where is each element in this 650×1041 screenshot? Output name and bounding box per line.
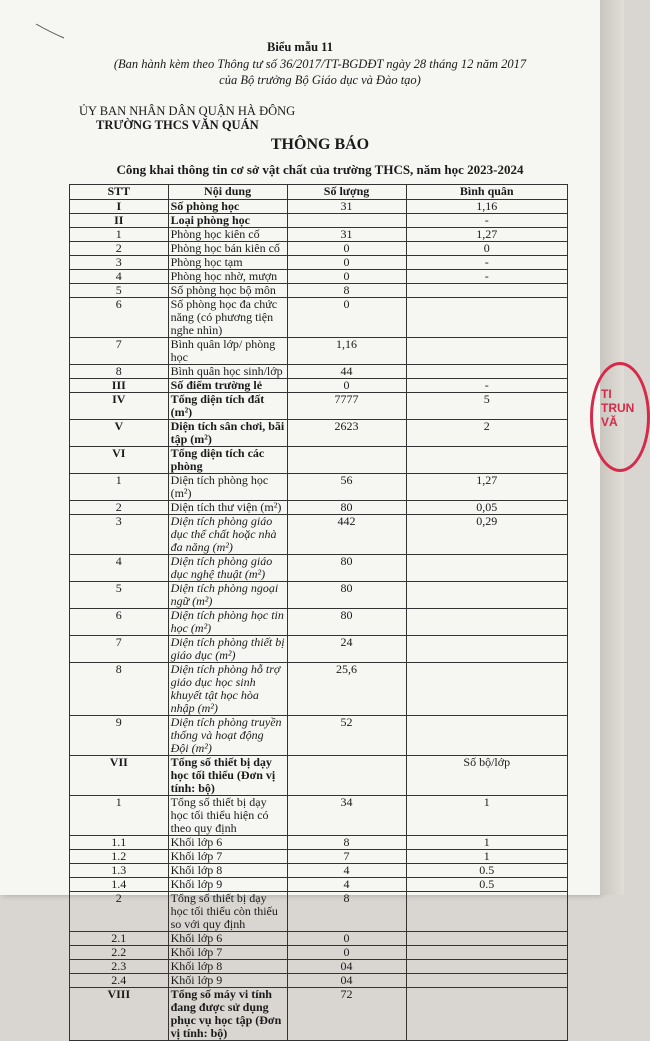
table-row bbox=[70, 836, 568, 850]
row-quantity: 80 bbox=[287, 609, 406, 636]
row-content: Phòng học bán kiên cố bbox=[168, 242, 287, 256]
table-row bbox=[70, 474, 568, 501]
row-quantity: 8 bbox=[287, 284, 406, 298]
row-content: Diện tích phòng học tin học (m²) bbox=[168, 609, 287, 636]
row-average bbox=[406, 298, 567, 338]
row-quantity: 0 bbox=[287, 298, 406, 338]
row-stt: 1 bbox=[70, 228, 169, 242]
row-stt: VI bbox=[70, 447, 169, 474]
row-average: 1,16 bbox=[406, 200, 567, 214]
row-average bbox=[406, 609, 567, 636]
row-average bbox=[406, 892, 567, 932]
row-content: Diện tích thư viện (m²) bbox=[168, 501, 287, 515]
row-average bbox=[406, 636, 567, 663]
table-row bbox=[70, 864, 568, 878]
row-content: Diện tích phòng học (m²) bbox=[168, 474, 287, 501]
red-stamp bbox=[590, 362, 650, 472]
row-content: Tổng diện tích các phòng bbox=[168, 447, 287, 474]
row-average bbox=[406, 447, 567, 474]
row-quantity: 52 bbox=[287, 716, 406, 756]
row-content: Phòng học kiên cố bbox=[168, 228, 287, 242]
notice-title: THÔNG BÁO bbox=[270, 136, 370, 153]
row-average: - bbox=[406, 270, 567, 284]
row-average bbox=[406, 284, 567, 298]
row-quantity: 04 bbox=[287, 974, 406, 988]
row-quantity: 80 bbox=[287, 582, 406, 609]
row-stt: 1.4 bbox=[70, 878, 169, 892]
table-row bbox=[70, 214, 568, 228]
row-content: Phòng học nhờ, mượn bbox=[168, 270, 287, 284]
row-quantity bbox=[287, 756, 406, 796]
row-stt: 6 bbox=[70, 298, 169, 338]
row-average: 0,05 bbox=[406, 501, 567, 515]
table-row bbox=[70, 393, 568, 420]
table-row bbox=[70, 256, 568, 270]
row-stt: 3 bbox=[70, 256, 169, 270]
row-quantity: 25,6 bbox=[287, 663, 406, 716]
issued-line-1: (Ban hành kèm theo Thông tư số 36/2017/TT-BGDĐT ngày 28 tháng 12 năm 2017 bbox=[113, 57, 527, 71]
row-stt: 7 bbox=[70, 338, 169, 365]
row-content: Diện tích sân chơi, bãi tập (m²) bbox=[168, 420, 287, 447]
row-stt: III bbox=[70, 379, 169, 393]
row-quantity: 0 bbox=[287, 270, 406, 284]
header-stt: STT bbox=[70, 185, 169, 200]
row-average: 0.5 bbox=[406, 878, 567, 892]
row-content: Diện tích phòng thiết bị giáo dục (m²) bbox=[168, 636, 287, 663]
table-row bbox=[70, 988, 568, 1041]
row-content: Khối lớp 7 bbox=[168, 946, 287, 960]
row-average bbox=[406, 663, 567, 716]
row-average bbox=[406, 974, 567, 988]
table-row bbox=[70, 609, 568, 636]
row-average: 0 bbox=[406, 242, 567, 256]
table-row bbox=[70, 284, 568, 298]
table-row bbox=[70, 974, 568, 988]
row-average bbox=[406, 365, 567, 379]
table-row bbox=[70, 946, 568, 960]
row-stt: 9 bbox=[70, 716, 169, 756]
row-quantity: 31 bbox=[287, 228, 406, 242]
stamp-text: TI TRUN VĂ bbox=[601, 387, 635, 429]
row-stt: 2 bbox=[70, 242, 169, 256]
table-row bbox=[70, 447, 568, 474]
row-quantity: 0 bbox=[287, 242, 406, 256]
table-row bbox=[70, 338, 568, 365]
row-average: 1 bbox=[406, 796, 567, 836]
row-quantity: 34 bbox=[287, 796, 406, 836]
row-content: Diện tích phòng ngoại ngữ (m²) bbox=[168, 582, 287, 609]
table-row bbox=[70, 663, 568, 716]
row-content: Số phòng học đa chức năng (có phương tiện nghe nhìn) bbox=[168, 298, 287, 338]
table-header-row bbox=[70, 185, 568, 200]
row-stt: V bbox=[70, 420, 169, 447]
table-row bbox=[70, 960, 568, 974]
row-stt: 2.4 bbox=[70, 974, 169, 988]
notice-subtitle: Công khai thông tin cơ sở vật chất của trường THCS, năm học 2023-2024 bbox=[116, 162, 524, 177]
pen-mark bbox=[34, 22, 66, 40]
row-quantity: 8 bbox=[287, 836, 406, 850]
row-content: Diện tích phòng giáo dục thể chất hoặc nhà đa năng (m²) bbox=[168, 515, 287, 555]
row-stt: 2 bbox=[70, 892, 169, 932]
row-quantity: 442 bbox=[287, 515, 406, 555]
row-quantity: 8 bbox=[287, 892, 406, 932]
row-content: Khối lớp 6 bbox=[168, 932, 287, 946]
row-quantity: 4 bbox=[287, 864, 406, 878]
row-content: Khối lớp 6 bbox=[168, 836, 287, 850]
row-average bbox=[406, 338, 567, 365]
row-stt: IV bbox=[70, 393, 169, 420]
row-quantity: 04 bbox=[287, 960, 406, 974]
row-content: Tổng số thiết bị dạy học tối thiểu (Đơn vị tính: bộ) bbox=[168, 756, 287, 796]
table-row bbox=[70, 850, 568, 864]
table-row bbox=[70, 878, 568, 892]
row-average: - bbox=[406, 256, 567, 270]
table-body bbox=[70, 200, 568, 1041]
row-content: Khối lớp 7 bbox=[168, 850, 287, 864]
row-content: Bình quân học sinh/lớp bbox=[168, 365, 287, 379]
table-row bbox=[70, 379, 568, 393]
issued-line-2: của Bộ trưởng Bộ Giáo dục và Đào tạo) bbox=[219, 73, 421, 87]
row-quantity bbox=[287, 447, 406, 474]
table-row bbox=[70, 582, 568, 609]
table-row bbox=[70, 756, 568, 796]
row-average bbox=[406, 960, 567, 974]
row-quantity: 0 bbox=[287, 256, 406, 270]
row-quantity: 0 bbox=[287, 379, 406, 393]
row-average: 0,29 bbox=[406, 515, 567, 555]
row-stt: 6 bbox=[70, 609, 169, 636]
table-row bbox=[70, 298, 568, 338]
row-stt: VII bbox=[70, 756, 169, 796]
table-row bbox=[70, 515, 568, 555]
row-quantity: 0 bbox=[287, 946, 406, 960]
row-average bbox=[406, 555, 567, 582]
row-content: Số điểm trường lẻ bbox=[168, 379, 287, 393]
table-row bbox=[70, 892, 568, 932]
table-row bbox=[70, 555, 568, 582]
row-content: Số phòng học bbox=[168, 200, 287, 214]
row-content: Tổng số thiết bị dạy học tối thiểu còn thiếu so với quy định bbox=[168, 892, 287, 932]
authority-name: ỦY BAN NHÂN DÂN QUẬN HÀ ĐÔNG bbox=[79, 104, 296, 118]
row-average bbox=[406, 946, 567, 960]
row-average: - bbox=[406, 214, 567, 228]
row-average bbox=[406, 582, 567, 609]
row-stt: II bbox=[70, 214, 169, 228]
row-content: Khối lớp 9 bbox=[168, 878, 287, 892]
table-row bbox=[70, 200, 568, 214]
table-row bbox=[70, 636, 568, 663]
row-stt: 1.3 bbox=[70, 864, 169, 878]
row-quantity: 80 bbox=[287, 555, 406, 582]
row-quantity: 4 bbox=[287, 878, 406, 892]
row-stt: 1 bbox=[70, 474, 169, 501]
row-stt: 4 bbox=[70, 555, 169, 582]
row-quantity: 56 bbox=[287, 474, 406, 501]
row-quantity: 2623 bbox=[287, 420, 406, 447]
row-content: Số phòng học bộ môn bbox=[168, 284, 287, 298]
row-quantity: 44 bbox=[287, 365, 406, 379]
table-row bbox=[70, 242, 568, 256]
row-average: 1,27 bbox=[406, 474, 567, 501]
row-stt: 2.3 bbox=[70, 960, 169, 974]
row-average: - bbox=[406, 379, 567, 393]
header-average: Bình quân bbox=[406, 185, 567, 200]
row-stt: 2 bbox=[70, 501, 169, 515]
row-average: 1 bbox=[406, 850, 567, 864]
row-stt: 5 bbox=[70, 582, 169, 609]
row-stt: 2.1 bbox=[70, 932, 169, 946]
row-stt: 5 bbox=[70, 284, 169, 298]
row-quantity: 24 bbox=[287, 636, 406, 663]
school-name: TRƯỜNG THCS VĂN QUÁN bbox=[96, 118, 259, 132]
row-content: Loại phòng học bbox=[168, 214, 287, 228]
row-average: 2 bbox=[406, 420, 567, 447]
row-content: Diện tích phòng hỗ trợ giáo dục học sinh khuyết tật học hòa nhập (m²) bbox=[168, 663, 287, 716]
row-content: Diện tích phòng truyền thống và hoạt động Đội (m²) bbox=[168, 716, 287, 756]
row-stt: 8 bbox=[70, 663, 169, 716]
row-average bbox=[406, 932, 567, 946]
row-quantity bbox=[287, 214, 406, 228]
row-average: Số bộ/lớp bbox=[406, 756, 567, 796]
table-row bbox=[70, 365, 568, 379]
row-stt: 1.1 bbox=[70, 836, 169, 850]
row-quantity: 72 bbox=[287, 988, 406, 1041]
row-content: Tổng số máy vi tính đang được sử dụng phục vụ học tập (Đơn vị tính: bộ) bbox=[168, 988, 287, 1041]
header-content: Nội dung bbox=[168, 185, 287, 200]
row-content: Phòng học tạm bbox=[168, 256, 287, 270]
row-quantity: 31 bbox=[287, 200, 406, 214]
table-row bbox=[70, 716, 568, 756]
row-stt: 4 bbox=[70, 270, 169, 284]
row-quantity: 0 bbox=[287, 932, 406, 946]
table-row bbox=[70, 270, 568, 284]
row-content: Khối lớp 9 bbox=[168, 974, 287, 988]
header-quantity: Số lượng bbox=[287, 185, 406, 200]
row-stt: VIII bbox=[70, 988, 169, 1041]
row-stt: 1.2 bbox=[70, 850, 169, 864]
row-content: Khối lớp 8 bbox=[168, 864, 287, 878]
row-content: Khối lớp 8 bbox=[168, 960, 287, 974]
row-average bbox=[406, 716, 567, 756]
row-stt: 2.2 bbox=[70, 946, 169, 960]
table-row bbox=[70, 420, 568, 447]
row-quantity: 7 bbox=[287, 850, 406, 864]
row-stt: 1 bbox=[70, 796, 169, 836]
table-row bbox=[70, 796, 568, 836]
row-average: 5 bbox=[406, 393, 567, 420]
facilities-table bbox=[69, 184, 568, 1041]
row-quantity: 1,16 bbox=[287, 338, 406, 365]
table-row bbox=[70, 932, 568, 946]
row-stt: 7 bbox=[70, 636, 169, 663]
row-content: Tổng số thiết bị dạy học tối thiểu hiện có theo quy định bbox=[168, 796, 287, 836]
table-row bbox=[70, 501, 568, 515]
row-average: 0.5 bbox=[406, 864, 567, 878]
row-content: Tổng diện tích đất (m²) bbox=[168, 393, 287, 420]
row-content: Bình quân lớp/ phòng học bbox=[168, 338, 287, 365]
row-stt: 3 bbox=[70, 515, 169, 555]
row-average: 1 bbox=[406, 836, 567, 850]
row-stt: I bbox=[70, 200, 169, 214]
row-average bbox=[406, 988, 567, 1041]
row-content: Diện tích phòng giáo dục nghệ thuật (m²) bbox=[168, 555, 287, 582]
row-average: 1,27 bbox=[406, 228, 567, 242]
form-code: Biểu mẫu 11 bbox=[267, 40, 333, 54]
row-quantity: 7777 bbox=[287, 393, 406, 420]
row-stt: 8 bbox=[70, 365, 169, 379]
table-row bbox=[70, 228, 568, 242]
row-quantity: 80 bbox=[287, 501, 406, 515]
